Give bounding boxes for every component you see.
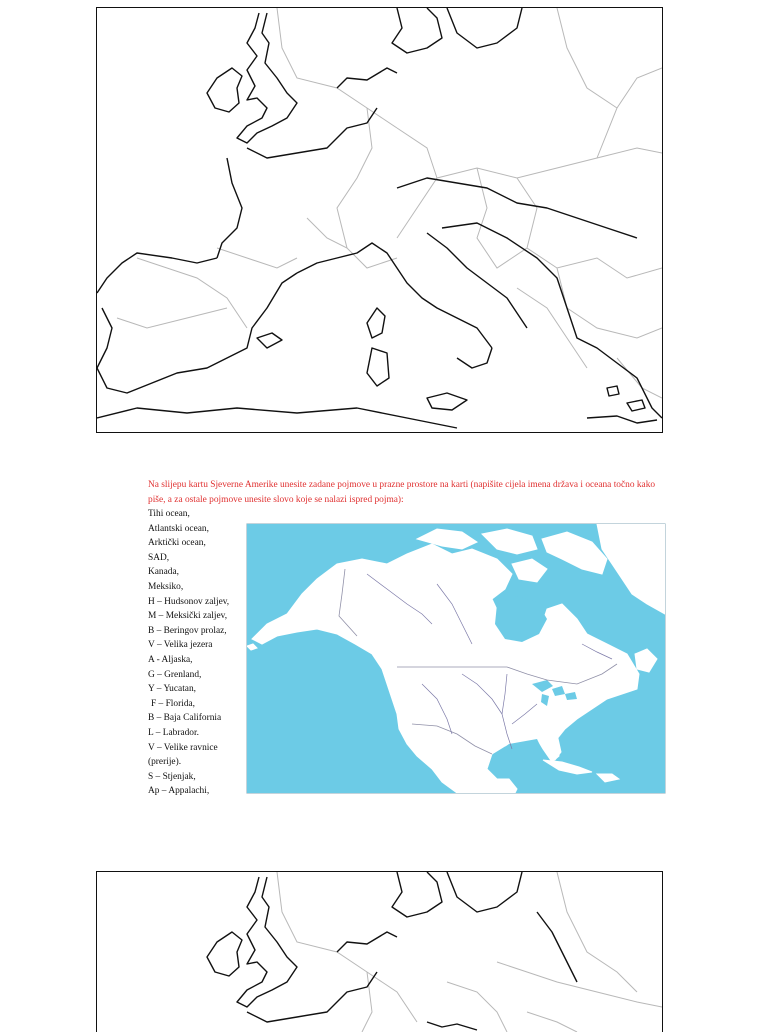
term-item: A - Aljaska,: [148, 654, 193, 665]
term-item: SAD,: [148, 552, 170, 563]
term-item: Meksiko,: [148, 581, 184, 592]
term-item: B – Baja California: [148, 713, 222, 724]
term-item: Tihi ocean,: [148, 509, 190, 519]
term-item: Arktički ocean,: [148, 538, 206, 549]
north-america-blank-map: [247, 524, 665, 793]
term-item: V – Velike ravnice: [148, 742, 218, 753]
term-item: H – Hudsonov zaljev,: [148, 596, 230, 607]
term-item: (prerije).: [148, 757, 182, 768]
term-item: F – Florida,: [151, 698, 196, 709]
term-list: [148, 507, 248, 799]
term-item: Atlantski ocean,: [148, 523, 209, 534]
europe-map-icon: [97, 872, 662, 1032]
europe-blank-map-top: [96, 7, 663, 433]
term-item: L – Labrador.: [148, 727, 199, 738]
term-item: V – Velika jezera: [148, 640, 213, 651]
north-america-map-icon: [247, 524, 665, 793]
instructions-text: Na slijepu kartu Sjeverne Amerike unesite zadane pojmove u prazne prostore na karti (napišite cijela imena država i oceana točno kako piše, a za ostale pojmove unesite slovo koje se nalazi ispred pojma):: [148, 480, 656, 505]
term-item: S – Stjenjak,: [148, 771, 196, 782]
term-item: Kanada,: [148, 567, 179, 578]
term-item: G – Grenland,: [148, 669, 202, 680]
term-item: Y – Yucatan,: [148, 684, 196, 695]
europe-blank-map-bottom: [96, 871, 663, 1032]
term-item: Ap – Appalachi,: [148, 786, 210, 797]
term-item: M – Meksički zaljev,: [148, 611, 228, 622]
europe-map-icon: [97, 8, 662, 432]
term-item: B – Beringov prolaz,: [148, 625, 227, 636]
